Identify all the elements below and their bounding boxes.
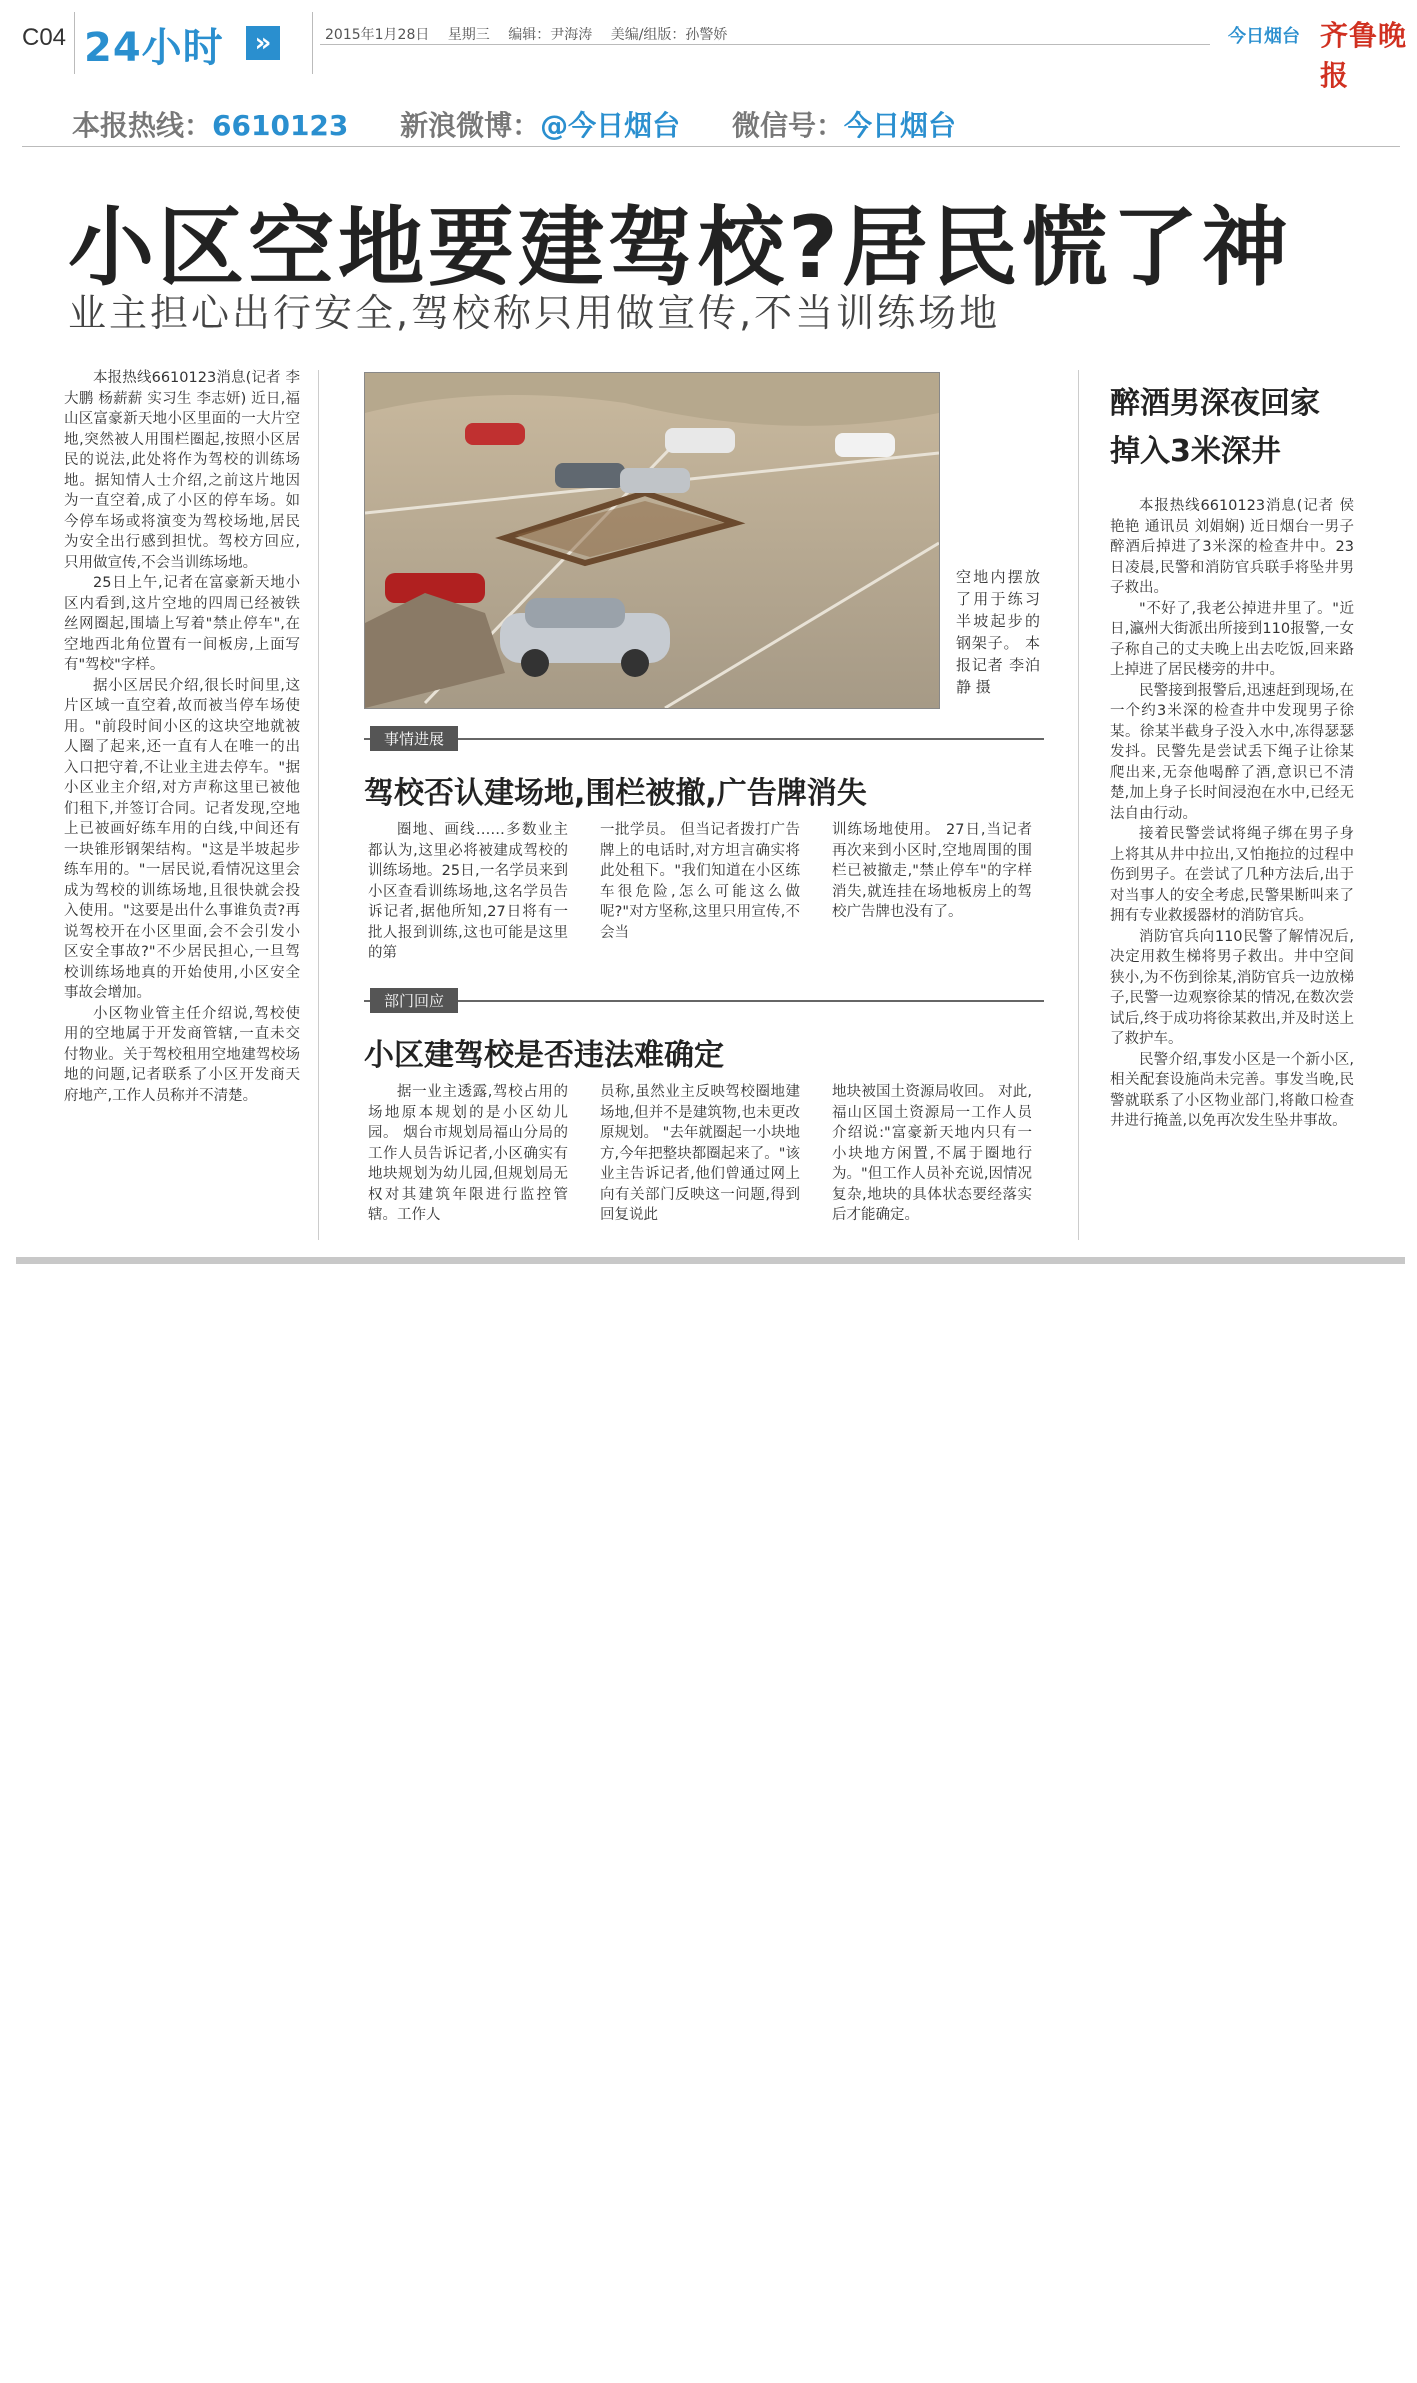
dateline — [325, 24, 741, 44]
section-rule — [364, 1000, 1044, 1002]
designer-credit: 美编/组版：孙警娇 — [610, 27, 728, 43]
paragraph: 圈地、画线……多数业主都认为,这里必将被建成驾校的训练场地。25日,一名学员来到小区查看训练场地,这名学员告诉记者,据他所知,27日将有一批人报到训练,这也可能是这里的第 — [368, 822, 568, 961]
section-column — [600, 1082, 800, 1226]
brand-logo: 齐鲁晚报 — [1320, 19, 1408, 92]
section-column — [832, 1082, 1032, 1226]
paragraph: 民警介绍,事发小区是一个新小区,相关配套设施尚未完善。事发当晚,民警就联系了小区物业部门,将敞口检查井进行掩盖,以免再次发生坠井事故。 — [1110, 1051, 1354, 1129]
page-bottom-rule — [16, 1257, 1405, 1264]
section-tag: 部门回应 — [370, 988, 458, 1013]
news-photo — [364, 372, 940, 709]
weibo-value: @今日烟台 — [540, 109, 681, 142]
photo-caption: 空地内摆放了用于练习半坡起步的钢架子。 本报记者 李泊静 摄 — [956, 568, 1040, 696]
hotline-value: 6610123 — [212, 109, 349, 142]
page-number: C04 — [22, 24, 67, 51]
paragraph: 训练场地使用。 27日,当记者再次来到小区时,空地周围的围栏已被撤走,"禁止停车"的字样消失,就连挂在场地板房上的驾校广告牌也没有了。 — [832, 822, 1032, 920]
wechat-label: 微信号： — [731, 109, 844, 142]
main-story-column — [64, 368, 300, 1106]
section-heading: 驾校否认建场地,围栏被撤,广告牌消失 — [364, 776, 867, 811]
side-headline-line: 醉酒男深夜回家 — [1110, 386, 1320, 421]
section-column — [600, 820, 800, 943]
paragraph: 25日上午,记者在富豪新天地小区内看到,这片空地的四周已经被铁丝网圈起,围墙上写着"禁止停车",在空地西北角位置有一间板房,上面写有"驾校"字样。 — [64, 575, 300, 673]
subheadline: 业主担心出行安全,驾校称只用做宣传,不当训练场地 — [68, 291, 1001, 335]
issue-weekday: 星期三 — [447, 27, 490, 43]
side-story-headline — [1110, 380, 1320, 476]
column-divider — [1078, 370, 1079, 1240]
side-headline-line: 掉入3米深井 — [1110, 434, 1281, 469]
section-tag: 事情进展 — [370, 726, 458, 751]
paragraph: 员称,虽然业主反映驾校圈地建场地,但并不是建筑物,也未更改原规划。 "去年就圈起一小块地方,今年把整块都圈起来了。"该业主告诉记者,他们曾通过网上向有关部门反映这一问题,得到回复说此 — [600, 1084, 800, 1223]
header-divider — [74, 12, 75, 74]
section-column — [832, 820, 1032, 923]
paragraph: 接着民警尝试将绳子绑在男子身上将其从井中拉出,又怕拖拉的过程中伤到男子。在尝试了几种方法后,出于对当事人的安全考虑,民警果断叫来了拥有专业救援器材的消防官兵。 — [1110, 826, 1354, 924]
paragraph: 一批学员。 但当记者拨打广告牌上的电话时,对方坦言确实将此处租下。"我们知道在小区练车很危险,怎么可能这么做呢?"对方坚称,这里只用宣传,不会当 — [600, 822, 800, 941]
hotline-bar — [72, 104, 998, 144]
wechat-value: 今日烟台 — [843, 109, 956, 142]
paragraph: "不好了,我老公掉进井里了。"近日,瀛州大街派出所接到110报警,一女子称自己的丈夫晚上出去吃饭,回来路上掉进了居民楼旁的井中。 — [1110, 600, 1354, 678]
column-divider — [318, 370, 319, 1240]
hotline-label: 本报热线： — [72, 109, 213, 142]
paragraph: 本报热线6610123消息(记者 侯艳艳 通讯员 刘娟娴) 近日烟台一男子醉酒后掉进了3米深的检查井中。23日凌晨,民警和消防官兵联手将坠井男子救出。 — [1110, 498, 1354, 596]
side-story-column — [1110, 496, 1354, 1132]
section-title: 24小时 — [84, 25, 224, 71]
paragraph: 本报热线6610123消息(记者 李大鹏 杨薪薪 实习生 李志妍) 近日,福山区富豪新天地小区里面的一大片空地,突然被人用围栏圈起,按照小区居民的说法,此处将作为驾校的训练场地。据知情人士介绍,之前这片地因为一直空着,成了小区的停车场。如今停车场或将演变为驾校场地,居民为安全出行感到担忧。驾校方回应,只用做宣传,不会当训练场地。 — [64, 370, 300, 571]
issue-date: 2015年1月28日 — [325, 27, 430, 43]
paragraph: 据一业主透露,驾校占用的场地原本规划的是小区幼儿园。 烟台市规划局福山分局的工作人员告诉记者,小区确实有地块规划为幼儿园,但规划局无权对其建筑年限进行监控管辖。工作人 — [368, 1084, 568, 1223]
section-heading: 小区建驾校是否违法难确定 — [364, 1038, 724, 1073]
section-column — [368, 1082, 568, 1226]
section-rule — [364, 738, 1044, 740]
parking-lot-photo — [365, 373, 939, 708]
paragraph: 民警接到报警后,迅速赶到现场,在一个约3米深的检查井中发现男子徐某。徐某半截身子没入水中,冻得瑟瑟发抖。民警先是尝试丢下绳子让徐某爬出来,无奈他喝醉了酒,意识已不清楚,加上身子长时间浸泡在水中,已经无法自由行动。 — [1110, 682, 1354, 822]
paragraph: 地块被国土资源局收回。 对此,福山区国土资源局一工作人员介绍说:"富豪新天地内只有一小块地方闲置,不属于圈地行为。"但工作人员补充说,因情况复杂,地块的具体状态要经落实后才能确定。 — [832, 1084, 1032, 1223]
weibo-label: 新浪微博： — [400, 109, 541, 142]
paragraph: 小区物业管主任介绍说,驾校使用的空地属于开发商管辖,一直未交付物业。关于驾校租用空地建驾校场地的问题,记者联系了小区开发商天府地产,工作人员称并不清楚。 — [64, 1005, 300, 1104]
header-divider — [312, 12, 313, 74]
paragraph: 据小区居民介绍,很长时间里,这片区域一直空着,故而被当停车场使用。"前段时间小区的这块空地就被人圈了起来,还一直有人在唯一的出入口把守着,不让业主进去停车。"据小区业主介绍,对方声称这里已被他们租下,并签订合同。记者发现,空地上已被画好练车用的白线,中间还有一块锥形钢架结构。"这是半坡起步练车用的。"一居民说,看情况这里会成为驾校的训练场地,且很快就会投入使用。"这要是出什么事谁负责?再说驾校开在小区里面,会不会引发小区安全事故?"不少居民担心,一旦驾校训练场地真的开始使用,小区安全事故会增加。 — [64, 677, 300, 1001]
header-rule — [320, 44, 1210, 45]
paragraph: 消防官兵向110民警了解情况后,决定用救生梯将男子救出。井中空间狭小,为不伤到徐某,消防官兵一边放梯子,民警一边观察徐某的情况,在数次尝试后,终于成功将徐某救出,并及时送上了救护车。 — [1110, 928, 1354, 1047]
section-column — [368, 820, 568, 964]
editor-credit: 编辑：尹海涛 — [508, 27, 593, 43]
hotline-rule — [22, 146, 1400, 147]
brand-small: 今日烟台 — [1228, 26, 1300, 47]
section-arrow-icon: » — [246, 26, 280, 60]
page-title: 小区空地要建驾校?居民慌了神 — [68, 198, 1292, 298]
